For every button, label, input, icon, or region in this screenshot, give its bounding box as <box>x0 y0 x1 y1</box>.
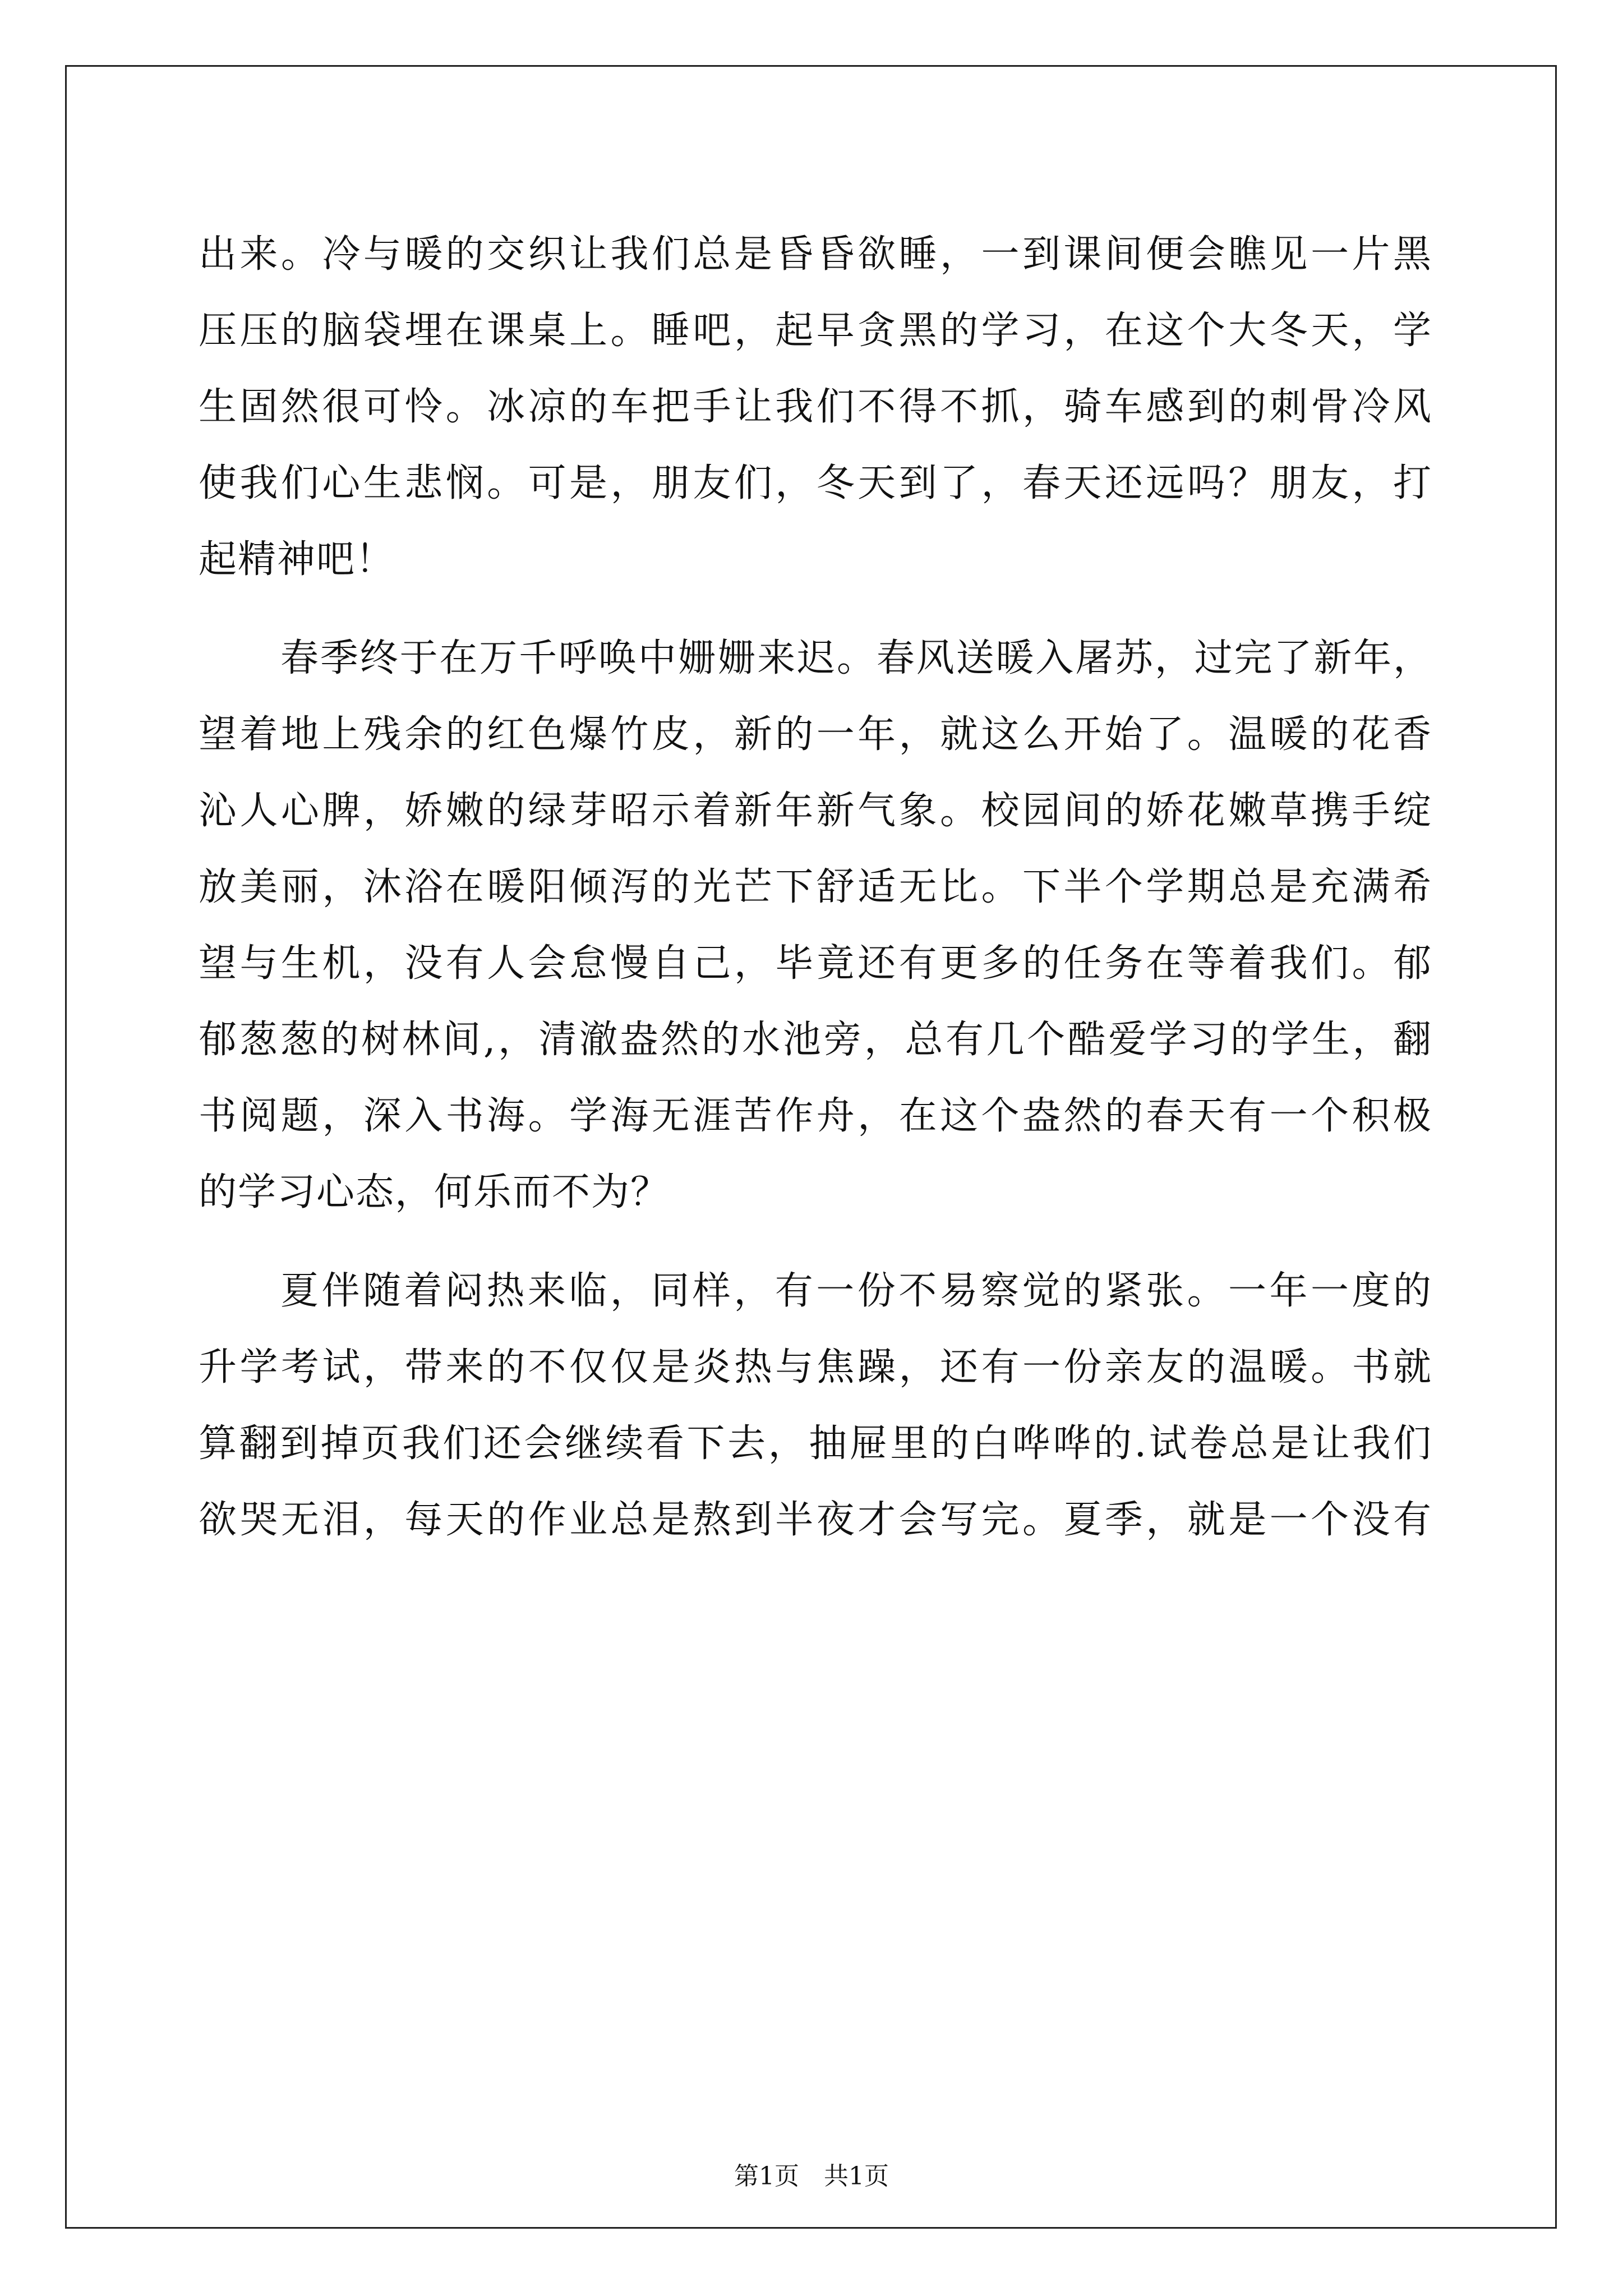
paragraph-gap <box>199 1231 1432 1253</box>
text-line: 沁人心脾，娇嫩的绿芽昭示着新年新气象。校园间的娇花嫩草携手绽 <box>199 789 1432 833</box>
text-line: 望与生机，没有人会怠慢自己，毕竟还有更多的任务在等着我们。郁 <box>199 941 1432 986</box>
document-body <box>199 217 1432 1558</box>
text-line: 生固然很可怜。冰凉的车把手让我们不得不抓，骑车感到的刺骨冷风 <box>199 385 1432 429</box>
paragraph-gap <box>199 598 1432 620</box>
text-line: 书阅题，深入书海。学海无涯苦作舟，在这个盎然的春天有一个积极 <box>199 1094 1432 1138</box>
text-line: 的学习心态，何乐而不为？ <box>199 1170 670 1214</box>
text-line: 欲哭无泪，每天的作业总是熬到半夜才会写完。夏季，就是一个没有 <box>199 1498 1432 1542</box>
page-footer: 第1页 共1页 <box>734 2162 889 2191</box>
text-line: 郁葱葱的树林间,，清澈盎然的水池旁，总有几个酷爱学习的学生，翻 <box>199 1018 1432 1062</box>
text-line: 升学考试，带来的不仅仅是炎热与焦躁，还有一份亲友的温暖。书就 <box>199 1345 1432 1389</box>
paragraph-summer <box>199 1253 1432 1558</box>
text-line: 出来。冷与暖的交织让我们总是昏昏欲睡，一到课间便会瞧见一片黑 <box>199 232 1432 277</box>
paragraph-winter <box>199 217 1432 598</box>
text-line: 春季终于在万千呼唤中姗姗来迟。春风送暖入屠苏，过完了新年， <box>280 636 1432 680</box>
text-line: 放美丽，沐浴在暖阳倾泻的光芒下舒适无比。下半个学期总是充满希 <box>199 865 1432 909</box>
text-line: 望着地上残余的红色爆竹皮，新的一年，就这么开始了。温暖的花香 <box>199 712 1432 757</box>
text-line: 起精神吧！ <box>199 537 395 582</box>
text-line: 使我们心生悲悯。可是，朋友们，冬天到了，春天还远吗？朋友，打 <box>199 461 1432 505</box>
text-line: 夏伴随着闷热来临，同样，有一份不易察觉的紧张。一年一度的 <box>280 1269 1432 1313</box>
text-line: 压压的脑袋埋在课桌上。睡吧，起早贪黑的学习，在这个大冬天，学 <box>199 309 1432 353</box>
text-line: 算翻到掉页我们还会继续看下去，抽屉里的白哗哗的.试卷总是让我们 <box>199 1421 1432 1466</box>
paragraph-spring <box>199 620 1432 1231</box>
